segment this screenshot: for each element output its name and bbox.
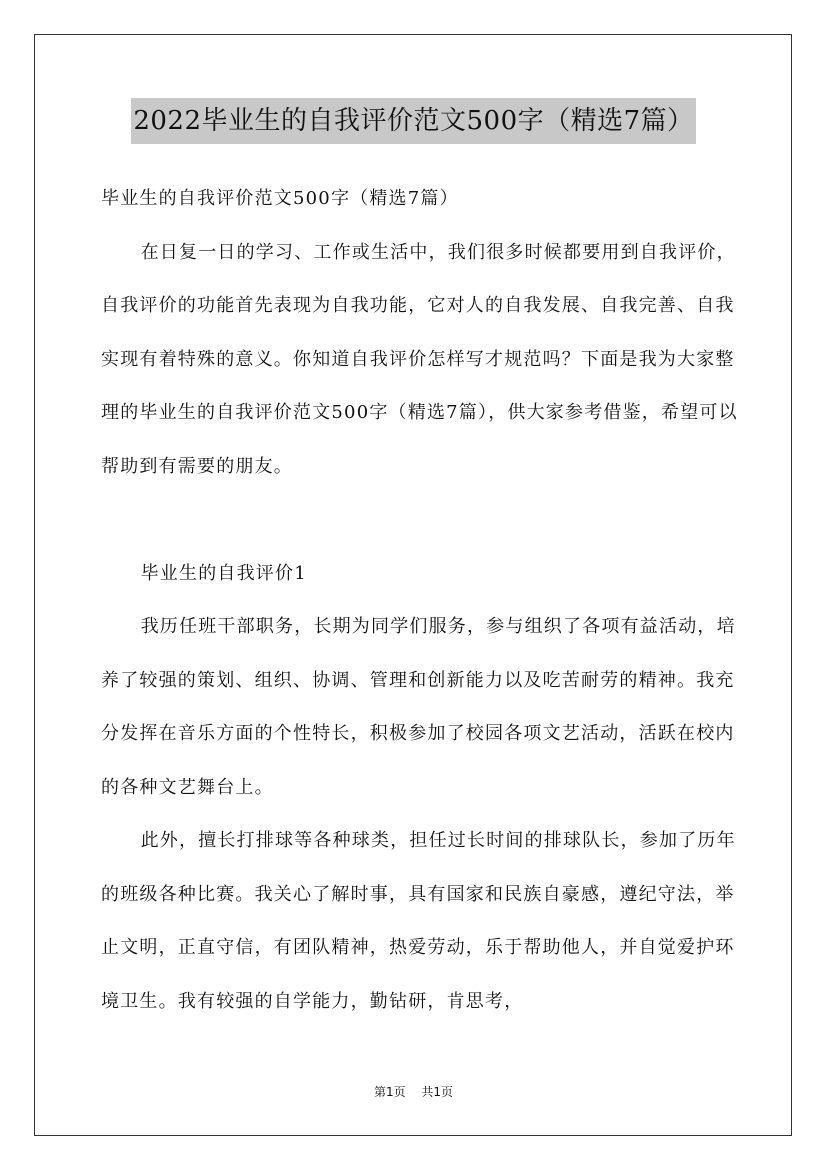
paragraph-spacer bbox=[101, 493, 741, 547]
document-body bbox=[101, 172, 741, 1028]
document-title: 2022毕业生的自我评价范文500字（精选7篇） bbox=[131, 98, 695, 144]
intro-paragraph: 在日复一日的学习、工作或生活中，我们很多时候都要用到自我评价，自我评价的功能首先表现为自我功能，它对人的自我发展、自我完善、自我实现有着特殊的意义。你知道自我评价怎样写才规范吗？下面是我为大家整理的毕业生的自我评价范文500字（精选7篇），供大家参考借鉴，希望可以帮助到有需要的朋友。 bbox=[101, 241, 738, 477]
page-total: 共1页 bbox=[421, 1085, 454, 1099]
document-subtitle: 毕业生的自我评价范文500字（精选7篇） bbox=[101, 188, 459, 209]
page-footer bbox=[0, 1082, 827, 1102]
body-paragraph-1: 我历任班干部职务，长期为同学们服务，参与组织了各项有益活动，培养了较强的策划、组织、协调、管理和创新能力以及吃苦耐劳的精神。我充分发挥在音乐方面的个性特长，积极参加了校园各项文艺活动，活跃在校内的各种文艺舞台上。 bbox=[101, 616, 736, 798]
section-heading: 毕业生的自我评价1 bbox=[140, 562, 307, 584]
title-container bbox=[0, 98, 827, 144]
body-paragraph-2: 此外，擅长打排球等各种球类，担任过长时间的排球队长，参加了历年的班级各种比赛。我关心了解时事，具有国家和民族自豪感，遵纪守法，举止文明，正直守信，有团队精神，热爱劳动，乐于帮助他人，并自觉爱护环境卫生。我有较强的自学能力，勤钻研，肯思考， bbox=[101, 830, 736, 1012]
page-number: 第1页 bbox=[373, 1085, 406, 1099]
